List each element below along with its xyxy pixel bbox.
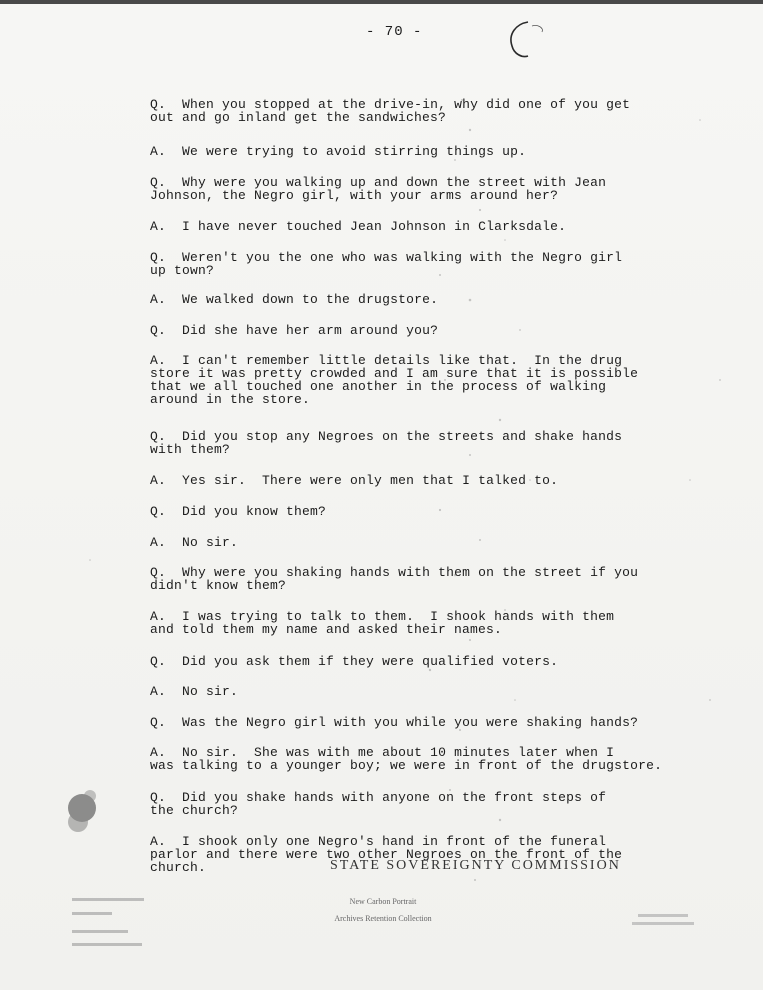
answer-block [150,220,730,233]
transcript-line [150,474,730,487]
transcript-text: that we all touched one another in the process of walking [150,379,607,394]
transcript-line [150,264,730,277]
question-label: Q. [150,790,167,805]
question-label: Q. [150,565,167,580]
transcript-line [150,393,730,406]
answer-label: A. [150,745,167,760]
transcript-text: Did you stop any Negroes on the streets and shake hands [182,429,623,444]
footer-left-smudge [72,898,144,946]
transcript-line [150,189,730,202]
transcript-line [150,623,730,636]
transcript-text: I was trying to talk to them. I shook hands with them [182,609,615,624]
answer-block [150,145,730,158]
top-edge-rule [0,0,763,4]
answer-label: A. [150,144,167,159]
answer-label: A. [150,473,167,488]
question-block [150,505,730,518]
transcript-text: No sir. [182,684,239,699]
transcript-text: Yes sir. There were only men that I talked to. [182,473,559,488]
transcript-line [150,220,730,233]
footer-right-smudge [632,914,694,925]
transcript-text: I have never touched Jean Johnson in Clarksdale. [182,219,567,234]
transcript-text: We were trying to avoid stirring things up. [182,144,527,159]
margin-smudge [68,790,96,832]
transcript-line [150,324,730,337]
answer-label: A. [150,609,167,624]
answer-block [150,293,730,306]
transcript-line [150,536,730,549]
transcript-line [150,655,730,668]
answer-block [150,354,730,406]
transcript-line [150,430,730,443]
transcript-text: No sir. [182,535,239,550]
transcript-text: around in the store. [150,392,311,407]
question-block [150,791,730,817]
question-label: Q. [150,715,167,730]
transcript-line [150,759,730,772]
transcript-line [150,579,730,592]
question-block [150,566,730,592]
answer-label: A. [150,292,167,307]
transcript-line [150,111,730,124]
footer-line-1: New Carbon Portrait [349,897,417,906]
question-block [150,430,730,456]
transcript-text: Did you shake hands with anyone on the front steps of [182,790,607,805]
transcript-text: I shook only one Negro's hand in front of the funeral [182,834,607,849]
transcript-text: was talking to a younger boy; we were in front of the drugstore. [150,758,663,773]
question-block [150,716,730,729]
transcript-text: No sir. She was with me about 10 minutes later when I [182,745,615,760]
commission-stamp: STATE SOVEREIGNTY COMMISSION [330,858,621,873]
transcript-line [150,505,730,518]
transcript-text: Why were you shaking hands with them on the street if you [182,565,639,580]
question-block [150,324,730,337]
transcript-text: Did you ask them if they were qualified voters. [182,654,559,669]
handwritten-mark [498,16,558,66]
answer-label: A. [150,353,167,368]
transcript-text: I can't remember little details like that. In the drug [182,353,623,368]
transcript-line [150,145,730,158]
question-label: Q. [150,97,167,112]
transcript-text: with them? [150,442,231,457]
transcript-text: Did she have her arm around you? [182,323,439,338]
archival-footer [258,893,508,927]
transcript-line [150,293,730,306]
answer-label: A. [150,219,167,234]
transcript-text: We walked down to the drugstore. [182,292,439,307]
answer-block [150,610,730,636]
answer-block [150,536,730,549]
transcript-text: Did you know them? [182,504,327,519]
answer-block [150,474,730,487]
transcript-line [150,251,730,264]
answer-label: A. [150,684,167,699]
transcript-text: out and go inland get the sandwiches? [150,110,447,125]
question-label: Q. [150,323,167,338]
transcript-text: the church? [150,803,239,818]
question-label: Q. [150,654,167,669]
transcript-text: When you stopped at the drive-in, why did one of you get [182,97,631,112]
answer-label: A. [150,834,167,849]
answer-label: A. [150,535,167,550]
page-number: - 70 - [366,24,423,40]
question-label: Q. [150,504,167,519]
transcript-text: parlor and there were two other Negroes on the front of the [150,847,623,862]
transcript-text: Weren't you the one who was walking with the Negro girl [182,250,623,265]
question-block [150,98,730,124]
question-label: Q. [150,429,167,444]
transcript-text: didn't know them? [150,578,287,593]
transcript-text: and told them my name and asked their names. [150,622,503,637]
transcript-line [150,685,730,698]
transcript-line [150,716,730,729]
transcript-text: store it was pretty crowded and I am sure that it is possible [150,366,639,381]
transcript-text: church. [150,860,207,875]
question-label: Q. [150,175,167,190]
transcript-text: Why were you walking up and down the street with Jean [182,175,607,190]
question-block [150,251,730,277]
transcript-line [150,443,730,456]
transcript-line [150,804,730,817]
answer-block [150,685,730,698]
answer-block [150,746,730,772]
transcript-text: Johnson, the Negro girl, with your arms around her? [150,188,559,203]
question-block [150,655,730,668]
question-label: Q. [150,250,167,265]
question-block [150,176,730,202]
transcript-text: up town? [150,263,215,278]
transcript-text: Was the Negro girl with you while you were shaking hands? [182,715,639,730]
footer-line-2: Archives Retention Collection [334,914,432,923]
